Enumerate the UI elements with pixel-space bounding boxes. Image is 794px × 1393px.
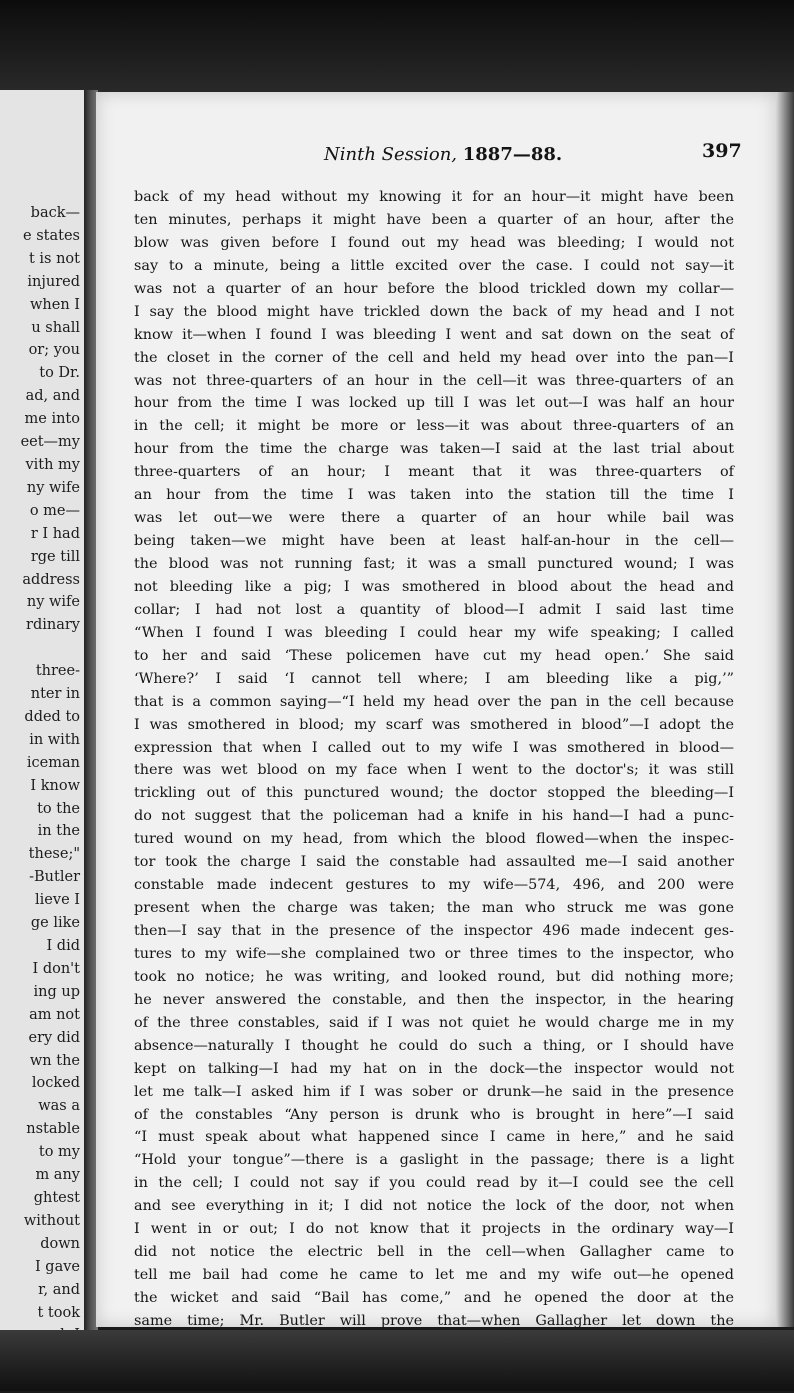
facing-page-line: back—: [30, 205, 80, 221]
facing-page-line: r I had: [30, 525, 80, 542]
text-line: “Hold your tongue”—there is a gaslight in the passage; there is a light: [134, 1152, 734, 1169]
text-line: same time; Mr. Butler will prove that—when Gallagher let down the: [134, 1312, 734, 1329]
page-header: [96, 140, 776, 170]
scan-background-bottom: [0, 1330, 794, 1391]
facing-page-line: wn the: [29, 1052, 80, 1069]
text-line: being taken—we might have been at least half-an-hour in the cell—: [134, 533, 734, 550]
text-line: ten minutes, perhaps it might have been a quarter of an hour, after the: [134, 211, 734, 228]
text-line: say to a minute, being a little excited over the case. I could not say—it: [134, 257, 734, 274]
text-line: in the cell; I could not say if you could read by it—I could see the cell: [134, 1175, 734, 1192]
text-line: hour from the time the charge was taken—I said at the last trial about: [134, 441, 734, 458]
facing-page-line: when I: [29, 296, 80, 313]
text-line: he never answered the constable, and then the inspector, in the hearing: [134, 991, 734, 1008]
text-line: and see everything in it; I did not notice the lock of the door, not when: [134, 1198, 734, 1215]
text-line: hour from the time I was locked up till I was let out—I was half an hour: [134, 395, 734, 412]
text-line: do not suggest that the policeman had a knife in his hand—I had a punc-: [134, 808, 734, 825]
facing-page-line: was a: [38, 1098, 80, 1115]
session-years: 1887—88.: [462, 144, 563, 165]
text-line: absence—naturally I thought he could do such a thing, or I should have: [134, 1037, 734, 1054]
text-line: tured wound on my head, from which the blood flowed—when the inspec-: [134, 831, 734, 848]
facing-page-line: eet—my: [20, 434, 80, 451]
text-line: trickling out of this punctured wound; the doctor stopped the bleeding—I: [134, 785, 734, 802]
facing-page-line: ery did: [28, 1029, 80, 1046]
facing-page-line: ny wife: [26, 479, 80, 496]
text-line: ‘Where?’ I said ‘I cannot tell where; I am bleeding like a pig,’”: [134, 670, 734, 687]
text-line: back of my head without my knowing it for an hour—it might have been: [134, 189, 734, 205]
text-line: “When I found I was bleeding I could hear my wife speaking; I called: [134, 624, 734, 641]
facing-page-line: u shall: [31, 319, 80, 336]
text-line: an hour from the time I was taken into the station till the time I: [134, 487, 734, 504]
facing-page-line: without: [23, 1212, 80, 1229]
facing-page-line: these;": [28, 846, 80, 863]
running-title: [324, 144, 562, 165]
text-line: of the constables “Any person is drunk who is brought in here”—I said: [134, 1106, 734, 1123]
text-line: the wicket and said “Bail has come,” and he opened the door at the: [134, 1290, 734, 1306]
text-line: “I must speak about what happened since I came in here,” and he said: [134, 1129, 734, 1146]
text-line: tor took the charge I said the constable had assaulted me—I said another: [134, 854, 734, 871]
text-line: in the cell; it might be more or less—it was about three-quarters of an: [134, 418, 734, 435]
facing-page-text: [21, 202, 80, 1393]
text-line: of the three constables, said if I was not quiet he would charge me in my: [134, 1014, 734, 1031]
text-line: was let out—we were there a quarter of an hour while bail was: [134, 510, 734, 527]
text-line: the closet in the corner of the cell and held my head over into the pan—I: [134, 349, 734, 366]
facing-page-line: rge till: [30, 548, 80, 565]
facing-page-line: address: [22, 571, 80, 588]
facing-page-line: ghtest: [33, 1189, 80, 1206]
facing-page-line: ing up: [33, 983, 80, 1000]
facing-page-line: t took: [37, 1304, 80, 1321]
facing-page-line: injured: [27, 273, 80, 290]
facing-page-line: rdinary: [26, 617, 80, 634]
facing-page-line: or; you: [28, 342, 80, 359]
text-line: constable made indecent gestures to my wife—574, 496, and 200 were: [134, 877, 734, 894]
text-line: blow was given before I found out my head was bleeding; I would not: [134, 234, 734, 251]
text-line: three-quarters of an hour; I meant that it was three-quarters of: [134, 464, 734, 481]
facing-page-line: t is not: [28, 250, 80, 267]
text-line: took no notice; he was writing, and looked round, but did nothing more;: [134, 968, 734, 985]
book-page: [96, 92, 776, 1327]
facing-page-line: e states: [23, 227, 80, 244]
text-line: expression that when I called out to my wife I was smothered in blood—: [134, 739, 734, 756]
facing-page-line: o me—: [29, 502, 80, 519]
session-title: Ninth Session,: [324, 144, 458, 165]
text-line: I was smothered in blood; my scarf was smothered in blood”—I adopt the: [134, 716, 734, 733]
text-line: was not three-quarters of an hour in the cell—it was three-quarters of an: [134, 372, 734, 389]
text-line: not bleeding like a pig; I was smothered in blood about the head and: [134, 578, 734, 595]
text-line: there was wet blood on my face when I went to the doctor's; it was still: [134, 762, 734, 779]
facing-page-fragment: [0, 90, 88, 1330]
facing-page-line: I did: [46, 938, 80, 954]
facing-page-line: vith my: [25, 456, 80, 473]
facing-page-line: down: [40, 1235, 80, 1252]
text-line: to her and said ‘These policemen have cut my head open.’ She said: [134, 647, 734, 664]
facing-page-line: ny wife: [26, 594, 80, 611]
facing-page-line: m any: [35, 1167, 80, 1184]
facing-page-line: dded to: [24, 708, 80, 725]
text-line: collar; I had not lost a quantity of blood—I admit I said last time: [134, 601, 734, 618]
facing-page-line: nstable: [26, 1121, 80, 1138]
text-line: that is a common saying—“I held my head over the pan in the cell because: [134, 693, 734, 710]
facing-page-line: locked: [31, 1075, 80, 1092]
scan-background-top: [0, 0, 794, 95]
facing-page-line: to Dr.: [39, 365, 80, 382]
text-line: I say the blood might have trickled down the back of my head and I not: [134, 303, 734, 320]
facing-page-line: I gave: [34, 1258, 80, 1275]
text-line: let me talk—I asked him if I was sober or drunk—he said in the presence: [134, 1083, 734, 1100]
text-line: was not a quarter of an hour before the blood trickled down my collar—: [134, 280, 734, 297]
facing-page-line: ad, and: [25, 388, 80, 405]
facing-page-line: lieve I: [35, 892, 80, 909]
facing-page-line: I don't: [32, 960, 80, 977]
text-line: kept on talking—I had my hat on in the dock—the inspector would not: [134, 1060, 734, 1077]
text-line: I went in or out; I do not know that it projects in the ordinary way—I: [134, 1221, 734, 1238]
facing-page-line: in the: [37, 823, 80, 840]
facing-page-line: I know: [30, 777, 80, 794]
facing-page-line: [21, 637, 80, 660]
facing-page-line: to my: [38, 1144, 80, 1161]
facing-page-line: r, and: [38, 1281, 80, 1298]
text-line: tures to my wife—she complained two or three times to the inspector, who: [134, 945, 734, 962]
facing-page-line: iceman: [26, 754, 80, 771]
facing-page-line: in with: [29, 731, 80, 748]
facing-page-line: three-: [35, 663, 80, 680]
page-body-text: [134, 186, 734, 1379]
page-number: 397: [702, 140, 742, 162]
text-line: then—I say that in the presence of the inspector 496 made indecent ges-: [134, 923, 734, 939]
text-line: present when the charge was taken; the man who struck me was gone: [134, 900, 734, 917]
facing-page-line: -Butler: [29, 869, 80, 886]
facing-page-line: am not: [29, 1006, 80, 1023]
facing-page-line: to the: [37, 800, 80, 817]
text-line: know it—when I found I was bleeding I went and sat down on the seat of: [134, 326, 734, 343]
text-line: did not notice the electric bell in the cell—when Gallagher came to: [134, 1244, 734, 1261]
page-edge-shadow: [776, 92, 794, 1327]
text-line: the blood was not running fast; it was a small punctured wound; I was: [134, 556, 734, 572]
facing-page-line: ge like: [30, 915, 80, 932]
facing-page-line: me into: [24, 411, 80, 428]
text-line: tell me bail had come he came to let me and my wife out—he opened: [134, 1267, 734, 1284]
facing-page-line: nter in: [30, 686, 80, 703]
